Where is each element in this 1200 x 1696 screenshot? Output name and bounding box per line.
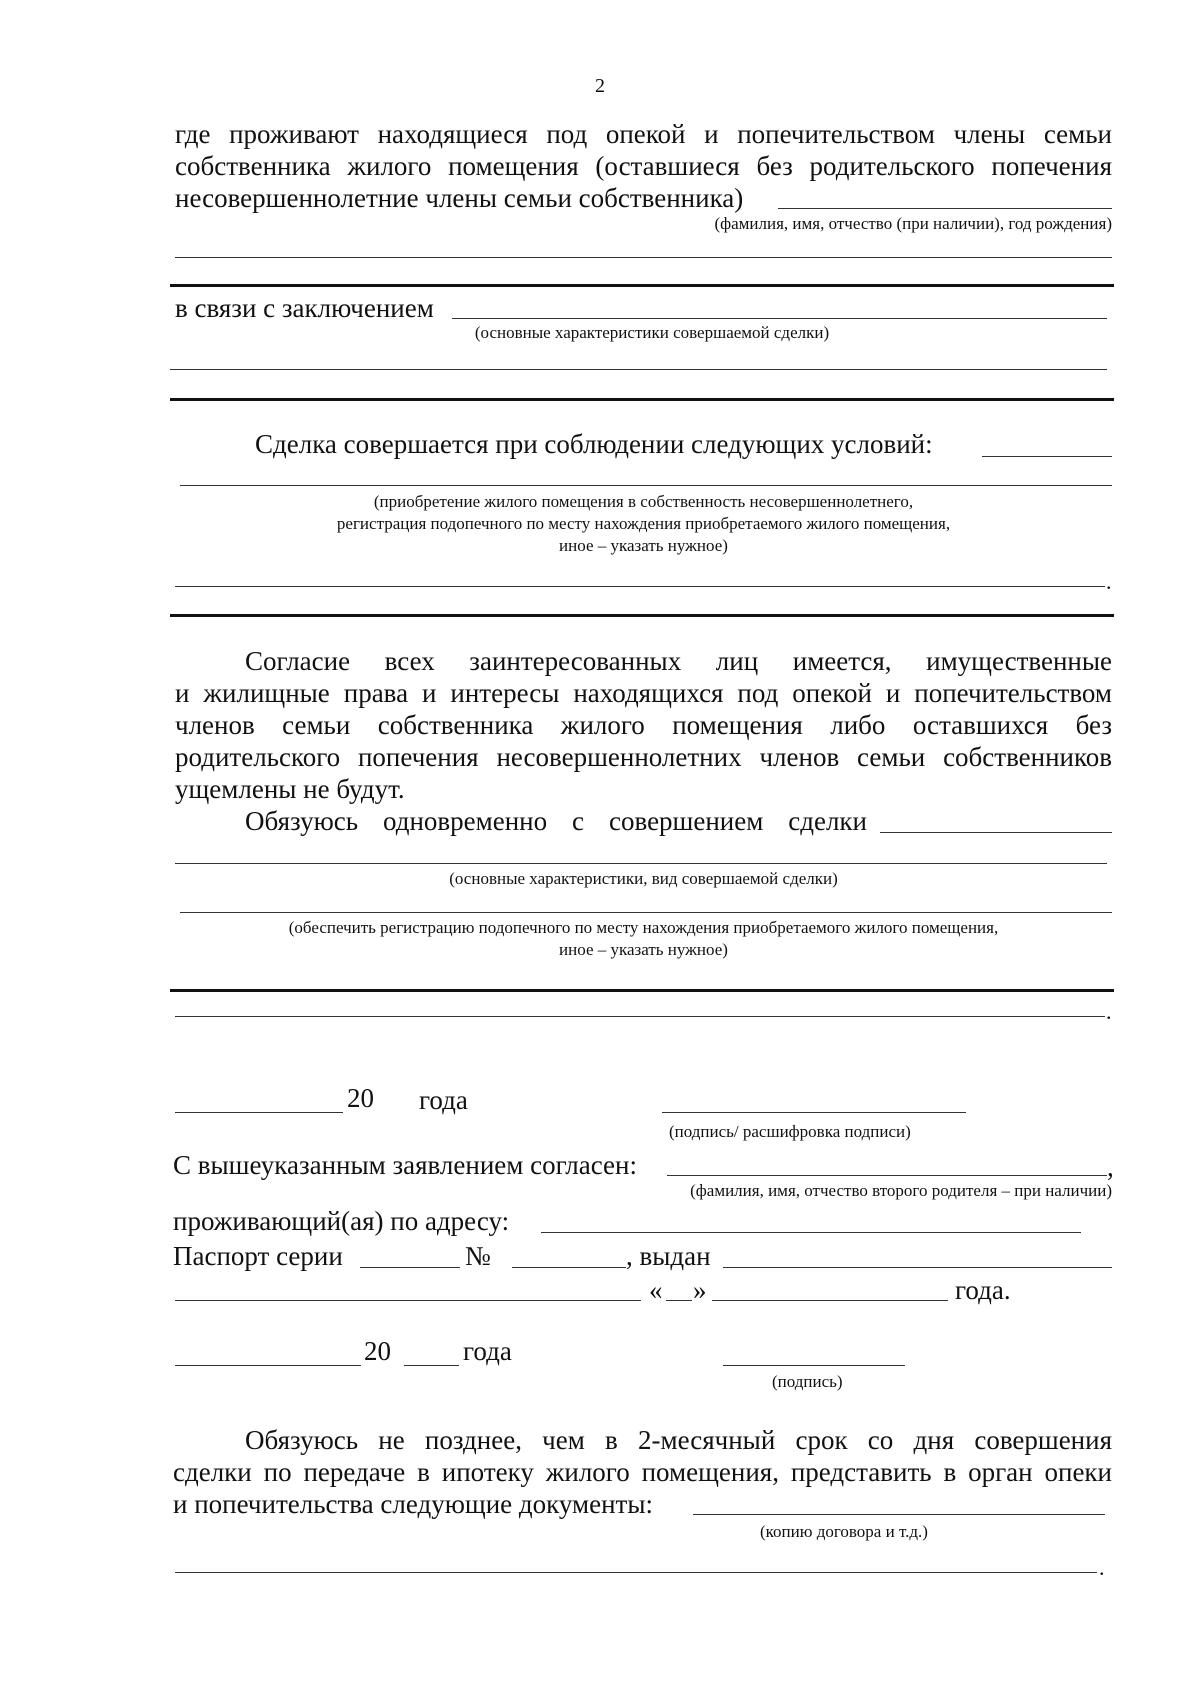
end-mark: . bbox=[1106, 569, 1112, 594]
signature-line[interactable] bbox=[723, 1365, 905, 1366]
field-caption: (копию договора и т.д.) bbox=[760, 1522, 928, 1541]
paragraph-line: и попечительства следующие документы: bbox=[173, 1489, 653, 1519]
date-line[interactable] bbox=[175, 1365, 361, 1366]
fill-in-line[interactable] bbox=[180, 912, 1112, 913]
fill-in-line[interactable] bbox=[175, 257, 1112, 258]
divider bbox=[170, 614, 1114, 617]
paragraph-line: Обязуюсь одновременно с совершением сделки bbox=[245, 806, 867, 836]
fill-in-line[interactable] bbox=[175, 1572, 1097, 1573]
divider bbox=[170, 398, 1114, 401]
field-caption: регистрация подопечного по месту нахождения приобретаемого жилого помещения, bbox=[336, 514, 951, 533]
number-sign: № bbox=[465, 1241, 491, 1271]
field-caption: (основные характеристики совершаемой сделки) bbox=[474, 323, 830, 342]
second-parent-label: С вышеуказанным заявлением согласен: bbox=[173, 1150, 637, 1180]
year-suffix: года bbox=[463, 1336, 512, 1366]
field-caption: (фамилия, имя, отчество (при наличии), год рождения) bbox=[714, 214, 1112, 233]
end-mark: . bbox=[1106, 999, 1112, 1024]
address-line[interactable] bbox=[541, 1232, 1081, 1233]
address-label: проживающий(ая) по адресу: bbox=[173, 1206, 510, 1236]
quote-close: » bbox=[693, 1275, 707, 1305]
divider bbox=[170, 989, 1114, 992]
fill-in-line[interactable] bbox=[175, 863, 1107, 864]
issued-label: , выдан bbox=[626, 1241, 711, 1271]
paragraph-line: и жилищные права и интересы находящихся под опекой и попечительством bbox=[175, 678, 1112, 708]
fill-in-line[interactable] bbox=[880, 832, 1112, 833]
passport-series-label: Паспорт серии bbox=[173, 1241, 343, 1271]
fill-in-line[interactable] bbox=[175, 1016, 1105, 1017]
fill-in-line[interactable] bbox=[170, 369, 1107, 370]
year-line[interactable] bbox=[404, 1365, 459, 1366]
fill-in-line[interactable] bbox=[175, 586, 1105, 587]
paragraph-line: несовершеннолетние члены семьи собственника) bbox=[175, 183, 744, 213]
paragraph-line: собственника жилого помещения (оставшиеся без родительского попечения bbox=[175, 151, 1112, 181]
fill-in-line[interactable] bbox=[778, 208, 1112, 209]
issue-date-line[interactable] bbox=[712, 1300, 948, 1301]
paragraph-line: сделки по передаче в ипотеку жилого помещения, представить в орган опеки bbox=[173, 1457, 1112, 1487]
year-prefix: 20 bbox=[347, 1083, 374, 1113]
documents-line[interactable] bbox=[693, 1514, 1105, 1515]
year-suffix: года bbox=[419, 1085, 468, 1115]
paragraph-line: членов семьи собственника жилого помещения либо оставшихся без bbox=[175, 710, 1112, 740]
field-caption: (фамилия, имя, отчество второго родителя – при наличии) bbox=[690, 1181, 1112, 1200]
paragraph-line: Согласие всех заинтересованных лиц имеется, имущественные bbox=[245, 646, 1112, 676]
page-number: 2 bbox=[595, 75, 605, 97]
divider bbox=[170, 284, 1114, 287]
date-line[interactable] bbox=[175, 1112, 343, 1113]
passport-number-line[interactable] bbox=[512, 1267, 626, 1268]
issued-by-line[interactable] bbox=[175, 1300, 641, 1301]
conditions-heading: Сделка совершается при соблюдении следующих условий: bbox=[255, 429, 933, 459]
quote-open: « bbox=[649, 1275, 663, 1305]
second-parent-name-line[interactable] bbox=[667, 1175, 1107, 1176]
signature-caption: (подпись) bbox=[772, 1372, 843, 1391]
field-label: в связи с заключением bbox=[175, 293, 434, 323]
passport-series-line[interactable] bbox=[360, 1267, 460, 1268]
field-caption: иное – указать нужное) bbox=[559, 536, 728, 555]
paragraph-line: родительского попечения несовершеннолетних членов семьи собственников bbox=[175, 742, 1112, 772]
year-prefix: 20 bbox=[364, 1336, 391, 1366]
year-word: года. bbox=[955, 1275, 1011, 1305]
paragraph-line: Обязуюсь не позднее, чем в 2-месячный срок со дня совершения bbox=[245, 1425, 1112, 1455]
fill-in-line[interactable] bbox=[180, 485, 1112, 486]
signature-line[interactable] bbox=[662, 1112, 966, 1113]
end-mark: . bbox=[1099, 1555, 1105, 1580]
signature-caption: (подпись/ расшифровка подписи) bbox=[669, 1122, 911, 1141]
fill-in-line[interactable] bbox=[452, 318, 1107, 319]
field-caption: (основные характеристики, вид совершаемой сделки) bbox=[449, 869, 838, 888]
fill-in-line[interactable] bbox=[982, 456, 1112, 457]
field-caption: (обеспечить регистрацию подопечного по месту нахождения приобретаемого жилого помещения, bbox=[288, 918, 999, 937]
issued-by-line[interactable] bbox=[723, 1267, 1112, 1268]
field-caption: иное – указать нужное) bbox=[559, 940, 728, 959]
field-caption: (приобретение жилого помещения в собственность несовершеннолетнего, bbox=[373, 492, 914, 511]
issue-day-line[interactable] bbox=[666, 1300, 692, 1301]
comma: , bbox=[1107, 1152, 1114, 1182]
paragraph-line: ущемлены не будут. bbox=[175, 774, 405, 804]
paragraph-line: где проживают находящиеся под опекой и попечительством члены семьи bbox=[175, 119, 1112, 149]
